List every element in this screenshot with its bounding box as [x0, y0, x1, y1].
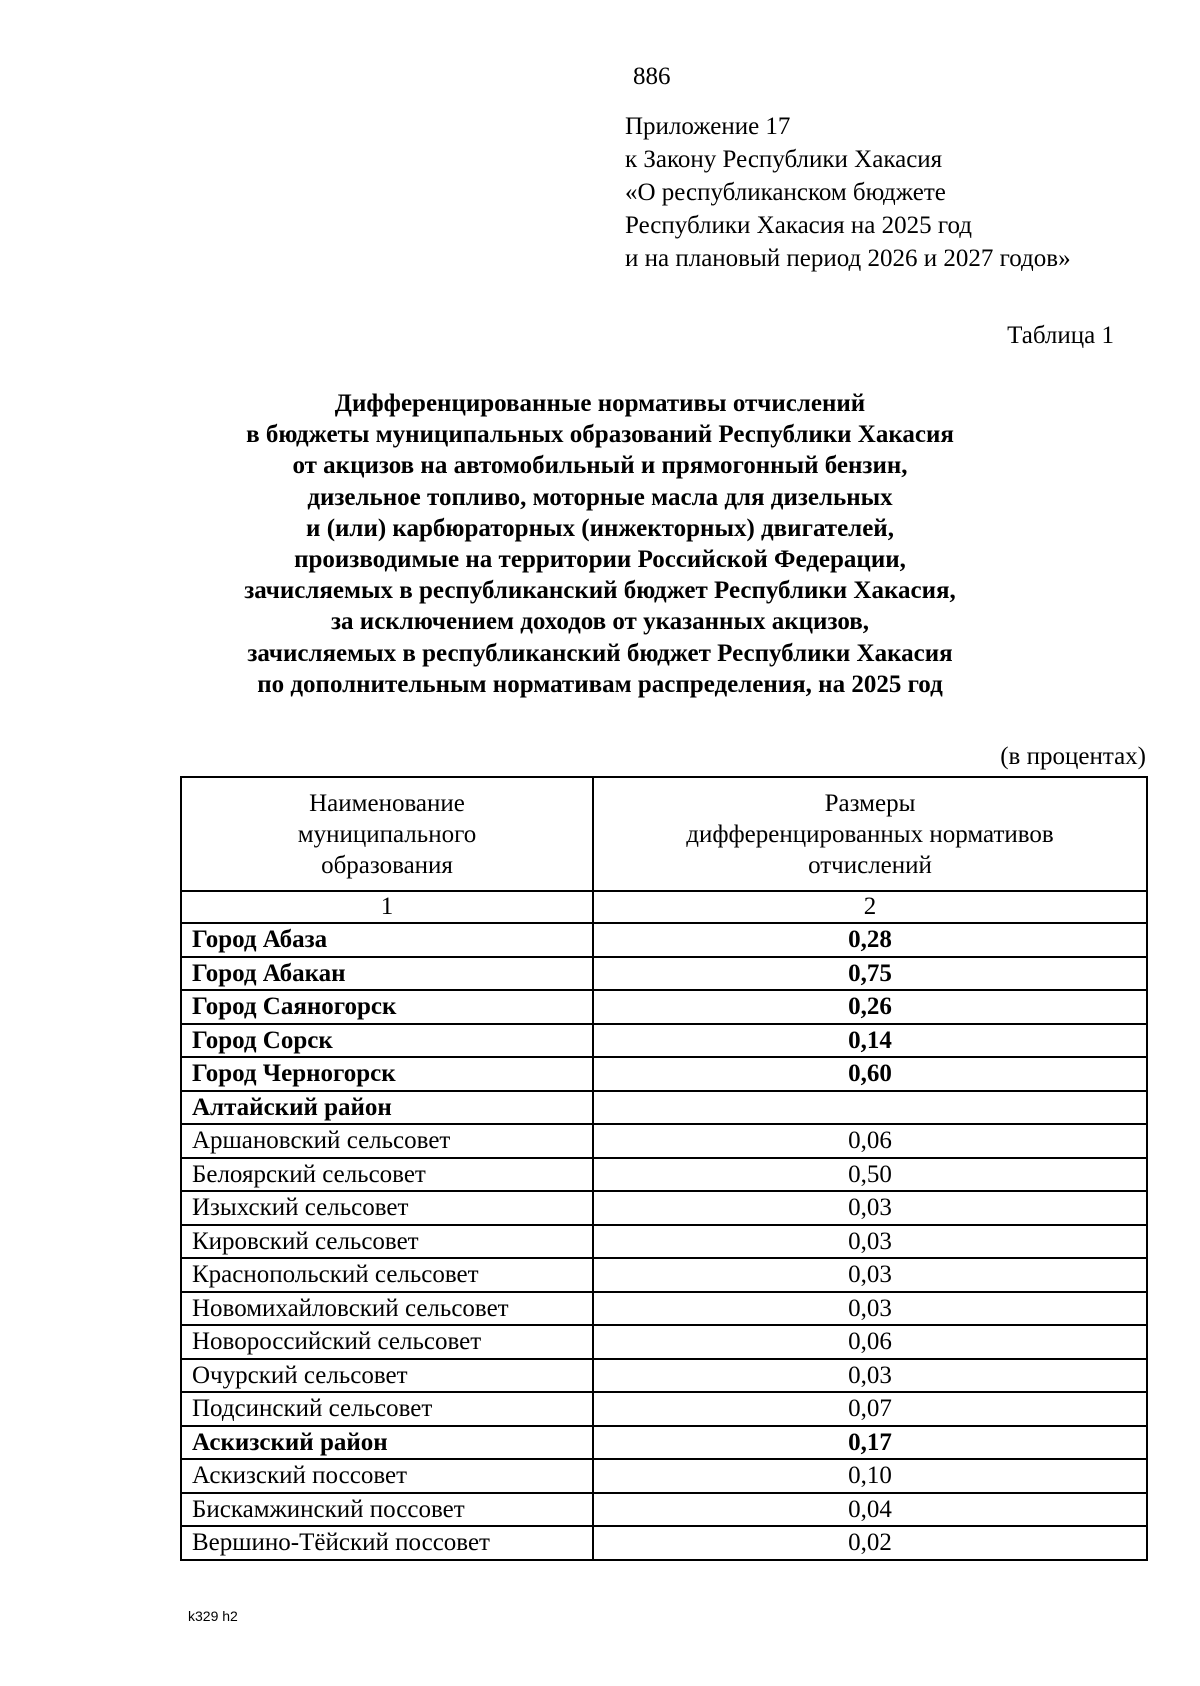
header-line: отчислений [808, 851, 932, 879]
norm-value: 0,28 [593, 923, 1147, 957]
table-row [181, 1426, 1147, 1460]
municipality-name: Кировский сельсовет [181, 1225, 593, 1259]
norm-value: 0,75 [593, 957, 1147, 991]
title-line: и (или) карбюраторных (инжекторных) двигателей, [306, 514, 894, 542]
column-number: 1 [181, 891, 593, 923]
table-row [181, 1024, 1147, 1058]
header-line: Размеры [824, 789, 916, 817]
table-row [181, 1091, 1147, 1125]
header-line: образования [321, 851, 453, 879]
appendix-line: «О республиканском бюджете [625, 179, 946, 206]
table-row [181, 1124, 1147, 1158]
appendix-line: Приложение 17 [625, 113, 791, 140]
municipality-name: Очурский сельсовет [181, 1359, 593, 1393]
document-title [120, 388, 1080, 700]
norm-value: 0,50 [593, 1158, 1147, 1192]
title-line: от акцизов на автомобильный и прямогонный бензин, [292, 452, 908, 480]
footer-code: k329 h2 [188, 1608, 238, 1624]
municipality-name: Вершино-Тёйский поссовет [181, 1526, 593, 1560]
norm-value: 0,26 [593, 990, 1147, 1024]
units-note: (в процентах) [1000, 743, 1146, 770]
norm-value: 0,04 [593, 1493, 1147, 1527]
table-row [181, 1292, 1147, 1326]
table-row [181, 1057, 1147, 1091]
title-line: по дополнительным нормативам распределения, на 2025 год [257, 670, 943, 698]
appendix-line: Республики Хакасия на 2025 год [625, 212, 973, 239]
municipality-name: Аршановский сельсовет [181, 1124, 593, 1158]
table-row [181, 1459, 1147, 1493]
table-body [181, 891, 1147, 1560]
norm-value: 0,03 [593, 1191, 1147, 1225]
norm-value: 0,03 [593, 1359, 1147, 1393]
table-label: Таблица 1 [1007, 322, 1114, 349]
norm-value [593, 1091, 1147, 1125]
table-row [181, 1325, 1147, 1359]
municipality-name: Белоярский сельсовет [181, 1158, 593, 1192]
municipality-name: Алтайский район [181, 1091, 593, 1125]
table-row [181, 1359, 1147, 1393]
municipality-name: Аскизский поссовет [181, 1459, 593, 1493]
norm-value: 0,03 [593, 1292, 1147, 1326]
table-row [181, 1225, 1147, 1259]
norm-value: 0,02 [593, 1526, 1147, 1560]
municipality-name: Новороссийский сельсовет [181, 1325, 593, 1359]
table-row [181, 957, 1147, 991]
municipality-name: Новомихайловский сельсовет [181, 1292, 593, 1326]
norm-value: 0,03 [593, 1258, 1147, 1292]
municipality-name: Краснопольский сельсовет [181, 1258, 593, 1292]
municipality-name: Город Абаза [181, 923, 593, 957]
norms-table [180, 776, 1148, 1561]
appendix-line: к Закону Республики Хакасия [625, 146, 943, 173]
title-line: зачисляемых в республиканский бюджет Республики Хакасия, [244, 577, 956, 605]
table-row [181, 1258, 1147, 1292]
municipality-name: Бискамжинский поссовет [181, 1493, 593, 1527]
norm-value: 0,06 [593, 1325, 1147, 1359]
norm-value: 0,60 [593, 1057, 1147, 1091]
table-row [181, 990, 1147, 1024]
norm-value: 0,17 [593, 1426, 1147, 1460]
column-number-row [181, 891, 1147, 923]
table-row [181, 1526, 1147, 1560]
title-line: производимые на территории Российской Федерации, [294, 546, 906, 574]
municipality-name: Город Саяногорск [181, 990, 593, 1024]
page-number: 886 [633, 63, 671, 90]
table-row [181, 1191, 1147, 1225]
table-row [181, 1158, 1147, 1192]
norm-value: 0,03 [593, 1225, 1147, 1259]
table-row [181, 1392, 1147, 1426]
norm-value: 0,14 [593, 1024, 1147, 1058]
municipality-name: Аскизский район [181, 1426, 593, 1460]
column-header-value [593, 777, 1147, 891]
column-number: 2 [593, 891, 1147, 923]
norm-value: 0,06 [593, 1124, 1147, 1158]
appendix-header [625, 110, 1071, 275]
header-line: Наименование [309, 789, 465, 817]
table-row [181, 1493, 1147, 1527]
norm-value: 0,10 [593, 1459, 1147, 1493]
title-line: за исключением доходов от указанных акцизов, [331, 608, 869, 636]
column-header-name [181, 777, 593, 891]
table-header-row [181, 777, 1147, 891]
municipality-name: Подсинский сельсовет [181, 1392, 593, 1426]
municipality-name: Город Черногорск [181, 1057, 593, 1091]
title-line: Дифференцированные нормативы отчислений [334, 390, 866, 417]
header-line: дифференцированных нормативов [686, 820, 1054, 848]
appendix-line: и на плановый период 2026 и 2027 годов» [625, 245, 1071, 272]
municipality-name: Город Абакан [181, 957, 593, 991]
municipality-name: Изыхский сельсовет [181, 1191, 593, 1225]
header-line: муниципального [297, 820, 477, 848]
title-line: дизельное топливо, моторные масла для дизельных [307, 483, 893, 511]
title-line: в бюджеты муниципальных образований Республики Хакасия [246, 421, 954, 449]
title-line: зачисляемых в республиканский бюджет Республики Хакасия [247, 639, 953, 667]
norm-value: 0,07 [593, 1392, 1147, 1426]
municipality-name: Город Сорск [181, 1024, 593, 1058]
table-row [181, 923, 1147, 957]
